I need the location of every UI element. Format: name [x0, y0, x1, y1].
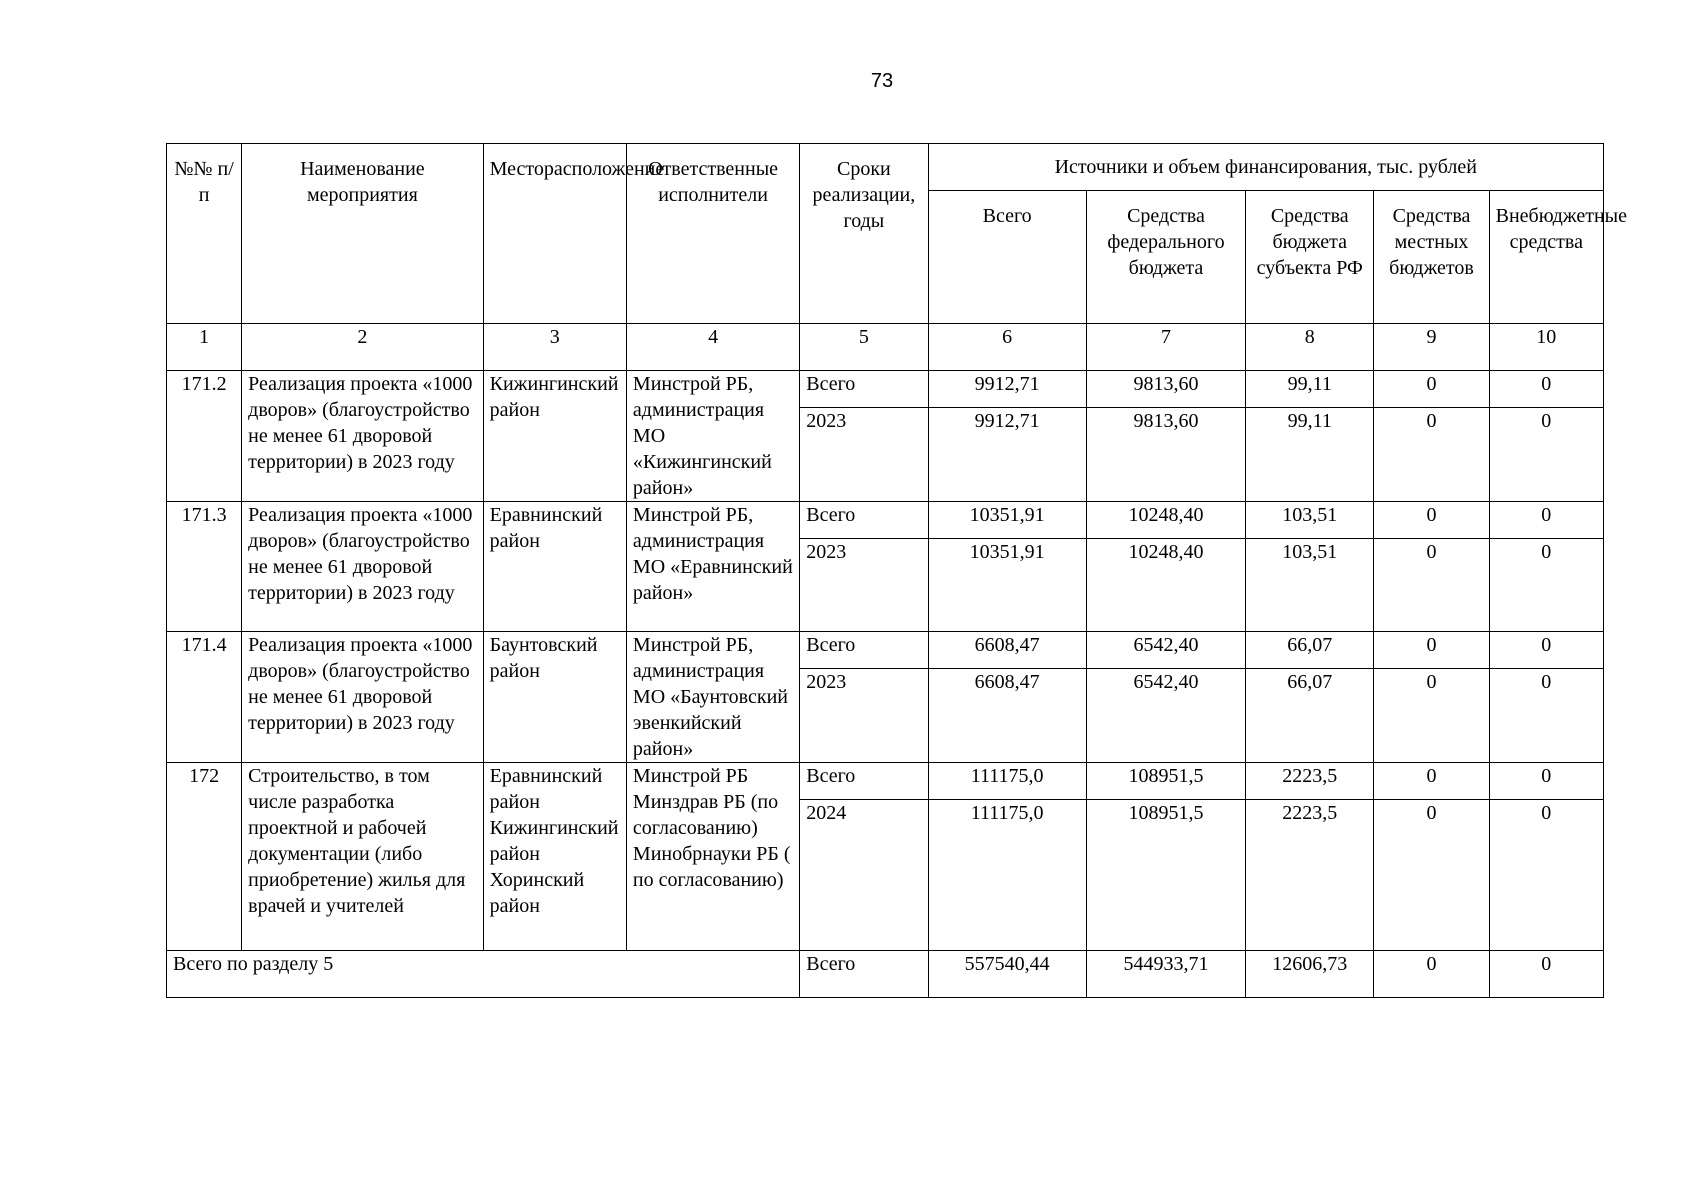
total-value: 9912,71 — [928, 371, 1086, 408]
period: Всего — [800, 632, 928, 669]
col-number: 3 — [483, 324, 626, 371]
total-value: 9912,71 — [928, 408, 1086, 502]
total-value: 6608,47 — [928, 669, 1086, 763]
extra-value: 0 — [1489, 951, 1603, 998]
extra-value: 0 — [1489, 539, 1603, 632]
total-value: 10351,91 — [928, 539, 1086, 632]
subject-value: 103,51 — [1246, 502, 1374, 539]
grand-total-label: Всего по разделу 5 — [167, 951, 800, 998]
table-header — [167, 144, 1627, 371]
total-value: 111175,0 — [928, 800, 1086, 951]
page-number: 73 — [870, 70, 894, 92]
federal-value: 10248,40 — [1086, 539, 1245, 632]
extra-value: 0 — [1489, 763, 1603, 800]
col-number: 7 — [1086, 324, 1245, 371]
grand-total-row — [167, 951, 1604, 998]
header-location: Месторасположение — [483, 144, 626, 324]
location: Баунтовский район — [483, 632, 626, 763]
federal-value: 9813,60 — [1086, 371, 1245, 408]
total-value: 111175,0 — [928, 763, 1086, 800]
subject-value: 99,11 — [1246, 371, 1374, 408]
header-funding: Источники и объем финансирования, тыс. рублей — [928, 144, 1604, 191]
executors: Минстрой РБ, администрация МО «Кижингинский район» — [626, 371, 799, 502]
col-number: 9 — [1374, 324, 1489, 371]
federal-value: 108951,5 — [1086, 800, 1245, 951]
subject-value: 99,11 — [1246, 408, 1374, 502]
measure-name: Реализация проекта «1000 дворов» (благоустройство не менее 61 дворовой территории) в 2023 году — [242, 371, 483, 502]
location: Еравнинский район — [483, 502, 626, 632]
row-number: 172 — [167, 763, 242, 951]
federal-value: 108951,5 — [1086, 763, 1245, 800]
measure-name: Реализация проекта «1000 дворов» (благоустройство не менее 61 дворовой территории) в 2023 году — [242, 502, 483, 632]
subject-value: 2223,5 — [1246, 763, 1374, 800]
local-value: 0 — [1374, 502, 1489, 539]
period: 2023 — [800, 669, 928, 763]
federal-value: 10248,40 — [1086, 502, 1245, 539]
header-num: №№ п/п — [167, 144, 242, 324]
period: Всего — [800, 371, 928, 408]
local-value: 0 — [1374, 669, 1489, 763]
extra-value: 0 — [1489, 632, 1603, 669]
local-value: 0 — [1374, 408, 1489, 502]
subject-value: 2223,5 — [1246, 800, 1374, 951]
location: Кижингинский район — [483, 371, 626, 502]
header-subject: Средства бюджета субъекта РФ — [1246, 191, 1374, 324]
extra-value: 0 — [1489, 371, 1603, 408]
table-row — [167, 371, 1604, 408]
local-value: 0 — [1374, 951, 1489, 998]
measure-name: Реализация проекта «1000 дворов» (благоустройство не менее 61 дворовой территории) в 2023 году — [242, 632, 483, 763]
measure-name: Строительство, в том числе разработка проектной и рабочей документации (либо приобретение) жилья для врачей и учителей — [242, 763, 483, 951]
period: Всего — [800, 951, 928, 998]
total-value: 10351,91 — [928, 502, 1086, 539]
header-local: Средства местных бюджетов — [1374, 191, 1489, 324]
col-number: 6 — [928, 324, 1086, 371]
federal-value: 9813,60 — [1086, 408, 1245, 502]
table-row — [167, 763, 1604, 800]
header-executors: Ответственные исполнители — [626, 144, 799, 324]
local-value: 0 — [1374, 632, 1489, 669]
header-total: Всего — [928, 191, 1086, 324]
subject-value: 66,07 — [1246, 669, 1374, 763]
executors: Минстрой РБ, администрация МО «Еравнинский район» — [626, 502, 799, 632]
col-number: 5 — [800, 324, 928, 371]
period: Всего — [800, 763, 928, 800]
row-number: 171.3 — [167, 502, 242, 632]
extra-value: 0 — [1489, 669, 1603, 763]
total-value: 557540,44 — [928, 951, 1086, 998]
local-value: 0 — [1374, 763, 1489, 800]
col-number: 10 — [1489, 324, 1603, 371]
federal-value: 6542,40 — [1086, 669, 1245, 763]
federal-value: 544933,71 — [1086, 951, 1245, 998]
col-number: 8 — [1246, 324, 1374, 371]
period: 2023 — [800, 408, 928, 502]
period: 2024 — [800, 800, 928, 951]
extra-value: 0 — [1489, 502, 1603, 539]
subject-value: 12606,73 — [1246, 951, 1374, 998]
budget-table — [166, 143, 1627, 998]
col-number: 2 — [242, 324, 483, 371]
period: Всего — [800, 502, 928, 539]
location: Еравнинский район Кижингинский район Хоринский район — [483, 763, 626, 951]
subject-value: 103,51 — [1246, 539, 1374, 632]
header-period: Сроки реализации, годы — [800, 144, 928, 324]
header-extra: Внебюджетные средства — [1489, 191, 1603, 324]
table-row — [167, 632, 1604, 669]
header-name: Наименование мероприятия — [242, 144, 483, 324]
header-federal: Средства федерального бюджета — [1086, 191, 1245, 324]
local-value: 0 — [1374, 539, 1489, 632]
row-number: 171.2 — [167, 371, 242, 502]
col-number: 1 — [167, 324, 242, 371]
total-value: 6608,47 — [928, 632, 1086, 669]
local-value: 0 — [1374, 371, 1489, 408]
subject-value: 66,07 — [1246, 632, 1374, 669]
col-number: 4 — [626, 324, 799, 371]
executors: Минстрой РБ Минздрав РБ (по согласованию) Минобрнауки РБ ( по согласованию) — [626, 763, 799, 951]
row-number: 171.4 — [167, 632, 242, 763]
local-value: 0 — [1374, 800, 1489, 951]
federal-value: 6542,40 — [1086, 632, 1245, 669]
table-row — [167, 502, 1604, 539]
extra-value: 0 — [1489, 800, 1603, 951]
executors: Минстрой РБ, администрация МО «Баунтовский эвенкийский район» — [626, 632, 799, 763]
column-number-row — [167, 324, 1604, 371]
period: 2023 — [800, 539, 928, 632]
extra-value: 0 — [1489, 408, 1603, 502]
